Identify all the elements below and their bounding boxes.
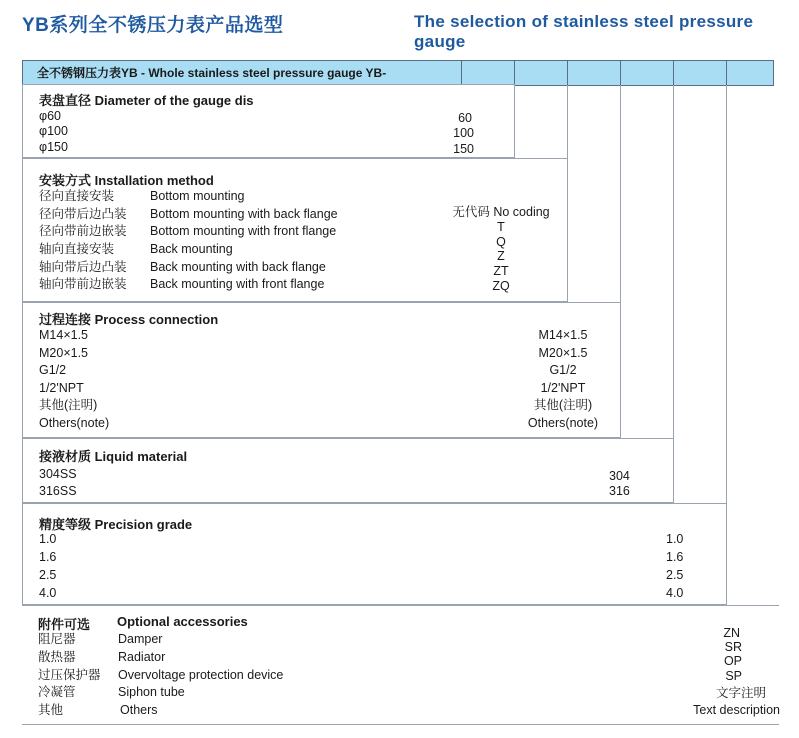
option-code: G1/2: [549, 363, 577, 377]
option-code: 无代码 No coding: [452, 205, 550, 219]
list-item-en: Siphon tube: [118, 685, 185, 699]
list-item-en: Radiator: [118, 650, 166, 664]
list-item: 316SS: [39, 484, 77, 498]
option-code: 2.5: [666, 568, 684, 582]
list-item-cn: 其他: [38, 703, 64, 717]
section-title-en: Optional accessories: [117, 614, 248, 629]
section-title: 安装方式 Installation method: [39, 173, 214, 188]
code-cell-precision: [674, 61, 727, 85]
option-code: ZN: [723, 626, 740, 640]
option-code: 其他(注明): [533, 398, 593, 412]
list-item: 1.6: [39, 550, 57, 564]
list-item-en: Bottom mounting: [150, 189, 245, 203]
list-item-en: Back mounting with front flange: [150, 277, 325, 291]
list-item-cn: 径向带后边凸装: [39, 207, 127, 221]
section-liquid: [22, 438, 674, 503]
list-item: φ60: [39, 109, 62, 123]
code-cell-diameter: [462, 61, 515, 85]
list-item: Others(note): [39, 416, 110, 430]
option-code: M14×1.5: [538, 328, 588, 342]
option-code: 1/2'NPT: [540, 381, 586, 395]
list-item: 1/2'NPT: [39, 381, 84, 395]
option-code: Others(note): [527, 416, 599, 430]
section-accessories: [22, 606, 782, 724]
option-code: ZQ: [492, 279, 510, 293]
option-code: T: [497, 220, 505, 234]
option-code: 304: [609, 469, 630, 483]
code-header-label: 全不锈钢压力表YB - Whole stainless steel pressure gauge YB-: [23, 61, 462, 85]
list-item: M14×1.5: [39, 328, 88, 342]
section-process: [22, 302, 621, 438]
list-item-cn: 散热器: [38, 650, 76, 664]
list-item-cn: 轴向带后边凸装: [39, 260, 127, 274]
code-cell-liquid: [621, 61, 674, 85]
list-item-cn: 阻尼器: [38, 632, 76, 646]
option-code: OP: [723, 654, 742, 668]
list-item: 2.5: [39, 568, 57, 582]
option-code: 1.6: [666, 550, 684, 564]
section-precision: [22, 503, 727, 605]
page-title-cn: YB系列全不锈压力表产品选型: [22, 15, 284, 36]
section-divider: [22, 724, 779, 725]
list-item-cn: 径向直接安装: [39, 189, 115, 203]
list-item-cn: 冷凝管: [38, 685, 76, 699]
section-installation: [22, 158, 568, 302]
option-code: 316: [609, 484, 630, 498]
option-code: 100: [453, 126, 474, 140]
list-item-en: Others: [120, 703, 158, 717]
option-code: ZT: [493, 264, 509, 278]
list-item: 其他(注明): [39, 398, 98, 412]
option-code: 文字注明: [715, 686, 766, 700]
list-item-en: Back mounting with back flange: [150, 260, 326, 274]
list-item: 4.0: [39, 586, 57, 600]
list-item: 1.0: [39, 532, 57, 546]
page-title-en: The selection of stainless steel pressure gauge: [414, 12, 754, 51]
option-code: SP: [725, 669, 742, 683]
section-diameter: [22, 84, 515, 158]
option-code: Q: [496, 235, 506, 249]
list-item: φ100: [39, 124, 68, 138]
section-title: 过程连接 Process connection: [39, 312, 219, 327]
list-item-cn: 径向带前边嵌装: [39, 224, 127, 238]
option-code: M20×1.5: [538, 346, 588, 360]
list-item-en: Damper: [118, 632, 163, 646]
list-item-cn: 轴向直接安装: [39, 242, 115, 256]
option-code: Text description: [693, 703, 780, 717]
code-cell-accessories: [727, 61, 774, 85]
section-title: 接液材质 Liquid material: [39, 449, 188, 464]
list-item: 304SS: [39, 467, 77, 481]
list-item-cn: 轴向带前边嵌装: [39, 277, 127, 291]
section-title: 表盘直径 Diameter of the gauge dis: [39, 93, 254, 108]
list-item-en: Back mounting: [150, 242, 233, 256]
list-item: M20×1.5: [39, 346, 88, 360]
code-cell-process: [568, 61, 621, 85]
list-item-en: Overvoltage protection device: [118, 668, 284, 682]
option-code: 60: [458, 111, 472, 125]
option-code: 150: [453, 142, 474, 156]
option-code: 1.0: [666, 532, 684, 546]
code-cell-installation: [515, 61, 568, 85]
option-code: SR: [724, 640, 742, 654]
option-code: Z: [497, 249, 505, 263]
option-code: 4.0: [666, 586, 684, 600]
list-item-cn: 过压保护器: [38, 668, 101, 682]
list-item-en: Bottom mounting with back flange: [150, 207, 338, 221]
list-item: G1/2: [39, 363, 67, 377]
section-title-cn: 附件可选: [38, 617, 91, 632]
list-item: φ150: [39, 140, 68, 154]
code-header-row: [22, 60, 774, 86]
list-item-en: Bottom mounting with front flange: [150, 224, 337, 238]
section-title: 精度等级 Precision grade: [39, 517, 193, 532]
